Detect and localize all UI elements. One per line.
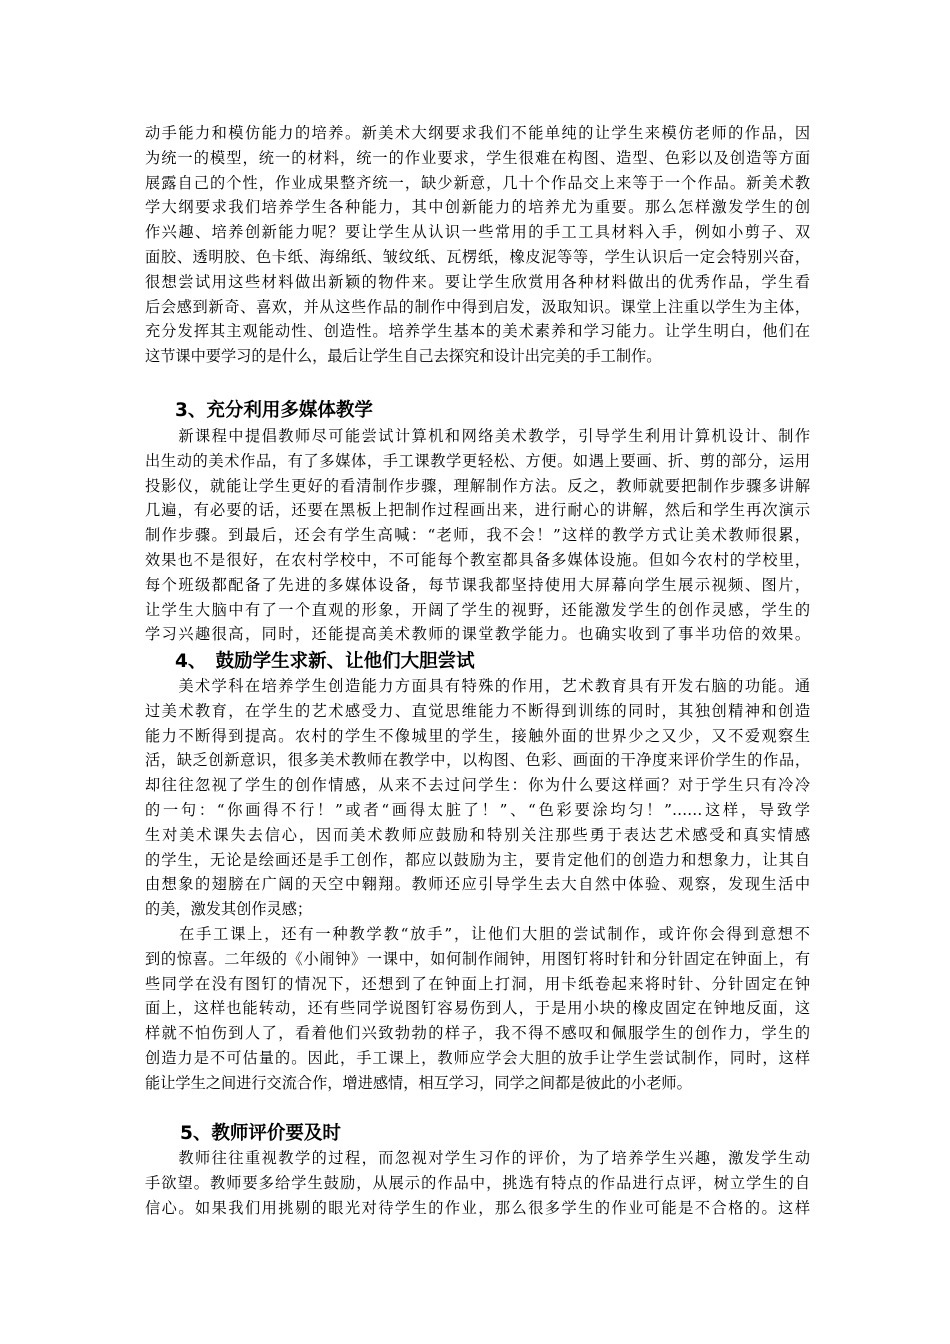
text-line: 面胶、透明胶、色卡纸、海绵纸、皱纹纸、瓦楞纸，橡皮泥等等，学生认识后一定会特别兴奋， (145, 247, 810, 266)
text-line: 的学生，无论是绘画还是手工创作，都应以鼓励为主，要肯定他们的创造力和想象力，让其自 (145, 850, 810, 869)
text-line: 投影仪，就能让学生更好的看清制作步骤，理解制作方法。反之，教师就要把制作步骤多讲解 (145, 476, 810, 495)
text-line: 学大纲要求我们培养学生各种能力，其中创新能力的培养尤为重要。那么怎样激发学生的创 (145, 198, 810, 217)
text-line: 面上，这样也能转动，还有些同学说图钉容易伤到人，于是用小块的橡皮固定在钟地反面，这 (145, 999, 810, 1018)
text-line: 出生动的美术作品，有了多媒体，手工课教学更轻松、方便。如遇上要画、折、剪的部分，运用 (145, 451, 810, 470)
text-line: 样就不怕伤到人了，看着他们兴致勃勃的样子，我不得不感叹和佩服学生的创作力，学生的 (145, 1024, 810, 1043)
text-line: 动手能力和模仿能力的培养。新美术大纲要求我们不能单纯的让学生来模仿老师的作品，因 (145, 124, 810, 142)
text-line: 美术学科在培养学生创造能力方面具有特殊的作用，艺术教育具有开发右脑的功能。通 (145, 677, 810, 695)
text-line: 效果也不是很好，在农村学校中，不可能每个教室都具备多媒体设施。但如今农村的学校里， (145, 550, 810, 569)
text-line: 几遍，有必要的话，还要在黑板上把制作过程画出来，进行耐心的讲解，然后和学生再次演示 (145, 501, 810, 520)
section-4-paragraph (145, 674, 810, 922)
text-line: 能让学生之间进行交流合作，增进感情，相互学习，同学之间都是彼此的小老师。 (145, 1073, 692, 1092)
text-line: 到的惊喜。二年级的《小闹钟》一课中，如何制作闹钟，用图钉将时针和分针固定在钟面上，有 (145, 949, 810, 968)
text-line: 能力不断得到提高。农村的学生不像城里的学生，接触外面的世界少之又少，又不爱观察生 (145, 726, 810, 745)
text-line: 些同学在没有图钉的情况下，还想到了在钟面上打洞，用卡纸卷起来将时针、分针固定在钟 (145, 974, 810, 993)
text-line: 展露自己的个性，作业成果整齐统一，缺少新意，几十个作品交上来等于一个作品。新美术教 (145, 173, 810, 192)
text-line: 在手工课上，还有一种教学教“放手”，让他们大胆的尝试制作，或许你会得到意想不 (145, 925, 810, 943)
text-line: 信心。如果我们用挑剔的眼光对待学生的作业，那么很多学生的作业可能是不合格的。这样 (145, 1198, 810, 1217)
text-line: 却往往忽视了学生的创作情感，从来不去过问学生：你为什么要这样画？对于学生只有冷冷 (145, 776, 810, 795)
section-4-heading: 4、 鼓励学生求新、让他们大胆尝试 (175, 651, 475, 672)
text-line: 手欲望。教师要多给学生鼓励，从展示的作品中，挑选有特点的作品进行点评，树立学生的自 (145, 1173, 810, 1192)
text-line: 充分发挥其主观能动性、创造性。培养学生基本的美术素养和学习能力。让学生明白，他们在 (145, 322, 810, 341)
text-line: 活，缺乏创新意识，很多美术教师在教学中，以构图、色彩、画面的干净度来评价学生的作品， (145, 751, 810, 770)
text-line: 很想尝试用这些材料做出新颖的物件来。要让学生欣赏用各种材料做出的优秀作品，学生看 (145, 272, 810, 291)
text-line: 让学生大脑中有了一个直观的形象，开阔了学生的视野，还能激发学生的创作灵感，学生的 (145, 600, 810, 619)
section-3-heading: 3、充分利用多媒体教学 (175, 400, 373, 421)
text-line: 这节课中要学习的是什么，最后让学生自己去探究和设计出完美的手工制作。 (145, 347, 662, 366)
intro-paragraph (145, 121, 810, 369)
text-line: 新课程中提倡教师尽可能尝试计算机和网络美术教学，引导学生利用计算机设计、制作 (145, 427, 810, 445)
text-line: 的一句：“你画得不行！”或者“画得太脏了！”、“色彩要涂均匀！”……这样，导致学 (145, 800, 810, 819)
text-line: 教师往往重视教学的过程，而忽视对学生习作的评价，为了培养学生兴趣，激发学生动 (145, 1149, 810, 1167)
text-line: 的美，激发其创作灵感； (145, 900, 313, 919)
section-5-paragraph (145, 1146, 810, 1220)
text-line: 过美术教育，在学生的艺术感受力、直觉思维能力不断得到训练的同时，其独创精神和创造 (145, 701, 810, 720)
text-line: 制作步骤。到最后，还会有学生高喊：“老师，我不会！”这样的教学方式让美术教师很累， (145, 526, 810, 545)
text-line: 每个班级都配备了先进的多媒体设备，每节课我都坚持使用大屏幕向学生展示视频、图片， (145, 575, 810, 594)
section-3-paragraph (145, 424, 810, 647)
section-5-heading: 5、教师评价要及时 (180, 1123, 341, 1144)
text-line: 创造力是不可估量的。因此，手工课上，教师应学会大胆的放手让学生尝试制作，同时，这样 (145, 1048, 810, 1067)
text-line: 学习兴趣很高，同时，还能提高美术教师的课堂教学能力。也确实收到了事半功倍的效果。 (145, 625, 810, 644)
section-4-paragraph-2 (145, 922, 810, 1096)
text-line: 由想象的翅膀在广阔的天空中翱翔。教师还应引导学生去大自然中体验、观察，发现生活中 (145, 875, 810, 894)
text-line: 为统一的模型，统一的材料，统一的作业要求，学生很难在构图、造型、色彩以及创造等方面 (145, 148, 810, 167)
text-line: 作兴趣、培养创新能力呢？要让学生从认识一些常用的手工工具材料入手，例如小剪子、双 (145, 223, 810, 242)
text-line: 生对美术课失去信心，因而美术教师应鼓励和特别关注那些勇于表达艺术感受和真实情感 (145, 825, 810, 844)
text-line: 后会感到新奇、喜欢，并从这些作品的制作中得到启发，汲取知识。课堂上注重以学生为主体， (145, 297, 810, 316)
